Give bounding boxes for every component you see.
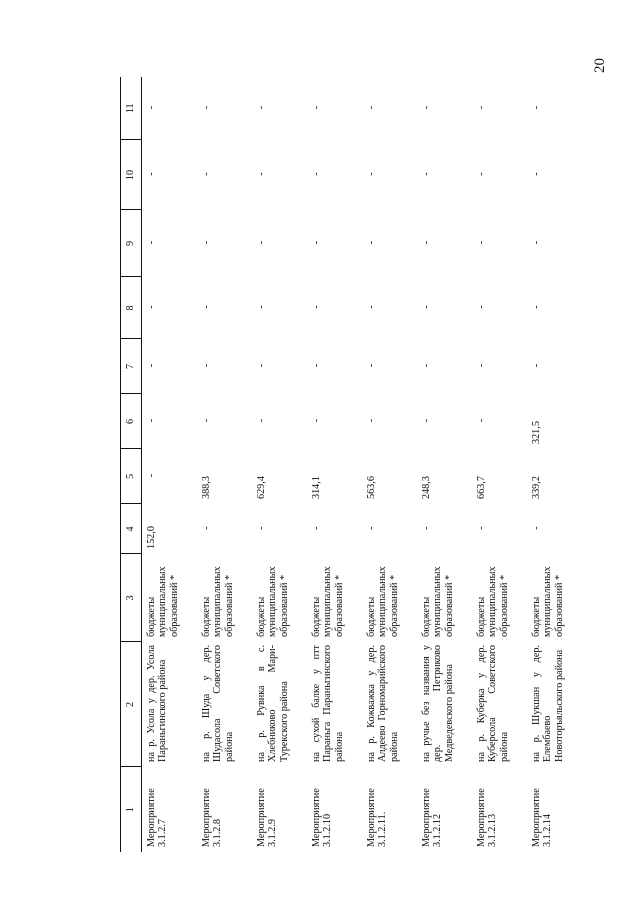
measure-cell: Мероприятие 3.1.2.11. bbox=[366, 788, 389, 847]
value-cell: - bbox=[531, 240, 542, 245]
value-cell: - bbox=[311, 305, 322, 309]
column-header: 1 bbox=[121, 767, 142, 852]
location-cell: на р. Куберка у дер. Куберсола Советского района bbox=[476, 645, 510, 762]
value-cell: - bbox=[476, 240, 487, 245]
value-cell: - bbox=[531, 526, 542, 530]
column-header: 4 bbox=[121, 504, 142, 554]
table-row bbox=[472, 77, 527, 852]
rotated-table-container bbox=[120, 77, 565, 852]
value-cell: - bbox=[201, 172, 212, 176]
column-header: 5 bbox=[121, 449, 142, 504]
table-row bbox=[417, 77, 472, 852]
location-cell: на р. Шукшан у дер. Елембаево Новоторъяльского района bbox=[531, 645, 565, 762]
table-row bbox=[252, 77, 307, 852]
value-cell: - bbox=[476, 305, 487, 309]
value-cell: - bbox=[256, 363, 267, 368]
value-cell: 314,1 bbox=[311, 476, 322, 499]
measure-cell: Мероприятие 3.1.2.12 bbox=[421, 788, 444, 847]
value-cell: 339,2 bbox=[531, 476, 542, 499]
value-cell: - bbox=[256, 526, 267, 530]
column-header: 3 bbox=[121, 554, 142, 642]
value-cell: - bbox=[201, 526, 212, 530]
value-cell: - bbox=[201, 418, 212, 423]
value-cell: - bbox=[421, 172, 432, 176]
value-cell: - bbox=[531, 105, 542, 110]
column-header: 9 bbox=[121, 210, 142, 277]
value-cell: - bbox=[311, 363, 322, 368]
value-cell: - bbox=[201, 363, 212, 368]
source-cell: бюджеты муниципальных образований * bbox=[366, 566, 400, 637]
value-cell: - bbox=[421, 526, 432, 530]
value-cell: - bbox=[146, 418, 157, 423]
value-cell: - bbox=[311, 418, 322, 423]
value-cell: - bbox=[476, 418, 487, 423]
value-cell: - bbox=[146, 105, 157, 110]
value-cell: - bbox=[531, 363, 542, 368]
value-cell: - bbox=[366, 105, 377, 110]
location-cell: на р. Кожважка у дер. Алдеево Горномарийского района bbox=[366, 645, 400, 762]
value-cell: - bbox=[311, 240, 322, 245]
source-cell: бюджеты муниципальных образований * bbox=[531, 566, 565, 637]
location-cell: на р. Рувнка в с. Хлебниково Мари-Турекского района bbox=[256, 645, 290, 762]
value-cell: - bbox=[421, 363, 432, 368]
value-cell: - bbox=[256, 105, 267, 110]
funding-table bbox=[120, 77, 582, 852]
value-cell: - bbox=[311, 172, 322, 176]
value-cell: - bbox=[366, 526, 377, 530]
value-cell: - bbox=[256, 172, 267, 176]
column-header: 10 bbox=[121, 140, 142, 210]
column-header: 8 bbox=[121, 277, 142, 339]
value-cell: - bbox=[256, 418, 267, 423]
page-number: 20 bbox=[592, 58, 608, 73]
value-cell: - bbox=[201, 105, 212, 110]
value-cell: - bbox=[201, 240, 212, 245]
value-cell: - bbox=[311, 526, 322, 530]
value-cell: - bbox=[421, 418, 432, 423]
value-cell: 663,7 bbox=[476, 476, 487, 499]
value-cell: - bbox=[146, 240, 157, 245]
location-cell: на р. Шуда у дер. Шудасола Советского района bbox=[201, 645, 235, 762]
location-cell: на р. Усола у дер. Усола Параньгинского района bbox=[146, 645, 169, 762]
value-cell: 321,5 bbox=[531, 421, 542, 444]
value-cell: - bbox=[476, 526, 487, 530]
source-cell: бюджеты муниципальных образований * bbox=[201, 566, 235, 637]
value-cell: - bbox=[476, 105, 487, 110]
measure-cell: Мероприятие 3.1.2.7 bbox=[146, 788, 169, 847]
value-cell: 563,6 bbox=[366, 476, 377, 499]
value-cell: 152,0 bbox=[146, 526, 157, 549]
value-cell: - bbox=[311, 105, 322, 110]
column-header: 2 bbox=[121, 642, 142, 767]
value-cell: 388,3 bbox=[201, 476, 212, 499]
value-cell: - bbox=[146, 172, 157, 176]
measure-cell: Мероприятие 3.1.2.8 bbox=[201, 788, 224, 847]
location-cell: на ручье без названия у дер. Петриково Медведевского района bbox=[421, 645, 455, 762]
header-row bbox=[121, 77, 142, 852]
value-cell: - bbox=[146, 473, 157, 478]
value-cell: - bbox=[366, 418, 377, 423]
value-cell: - bbox=[366, 240, 377, 245]
value-cell: - bbox=[421, 240, 432, 245]
measure-cell: Мероприятие 3.1.2.10 bbox=[311, 788, 334, 847]
table-row bbox=[362, 77, 417, 852]
source-cell: бюджеты муниципальных образований * bbox=[146, 566, 180, 637]
source-cell: бюджеты муниципальных образований * bbox=[256, 566, 290, 637]
table-row bbox=[197, 77, 252, 852]
source-cell: бюджеты муниципальных образований * bbox=[311, 566, 345, 637]
value-cell: - bbox=[146, 305, 157, 309]
value-cell: 629,4 bbox=[256, 476, 267, 499]
source-cell: бюджеты муниципальных образований * bbox=[476, 566, 510, 637]
table-row bbox=[142, 77, 198, 852]
value-cell: - bbox=[476, 172, 487, 176]
value-cell: - bbox=[531, 305, 542, 309]
location-cell: на сухой балке у птт Параньга Параньгинского района bbox=[311, 645, 345, 762]
value-cell: - bbox=[256, 240, 267, 245]
value-cell: - bbox=[531, 172, 542, 176]
value-cell: - bbox=[421, 105, 432, 110]
measure-cell: Мероприятие 3.1.2.13 bbox=[476, 788, 499, 847]
value-cell: - bbox=[201, 305, 212, 309]
measure-cell: Мероприятие 3.1.2.14 bbox=[531, 788, 554, 847]
value-cell: - bbox=[366, 172, 377, 176]
column-header: 6 bbox=[121, 394, 142, 449]
value-cell: - bbox=[366, 305, 377, 309]
value-cell: 248,3 bbox=[421, 476, 432, 499]
value-cell: - bbox=[366, 363, 377, 368]
value-cell: - bbox=[256, 305, 267, 309]
value-cell: - bbox=[146, 363, 157, 368]
table-row bbox=[527, 77, 582, 852]
table-row bbox=[307, 77, 362, 852]
column-header: 7 bbox=[121, 339, 142, 394]
value-cell: - bbox=[421, 305, 432, 309]
measure-cell: Мероприятие 3.1.2.9 bbox=[256, 788, 279, 847]
value-cell: - bbox=[476, 363, 487, 368]
source-cell: бюджеты муниципальных образований * bbox=[421, 566, 455, 637]
column-header: 11 bbox=[121, 77, 142, 140]
